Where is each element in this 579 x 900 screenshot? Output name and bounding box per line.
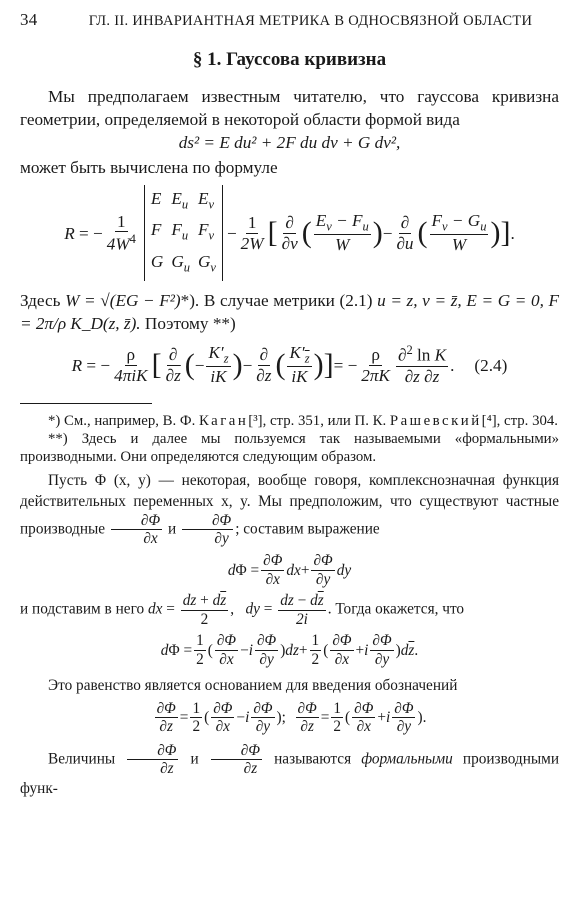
paragraph-quantities: Величины $\frac{\partial\Phi}{\partial z}$ и $\frac{\partial\Phi}{\partial\overline{z}}$ называются формальными производными функ- (20, 741, 560, 797)
equation-formal-derivatives: ∂Φ ∂z = 1 2 ( ∂Φ ∂x − i ∂Φ ∂y ); ∂Φ $\partial\overline{z}$ = 1 2 ( ∂Φ ∂x + i ∂Φ ∂y ). (156, 699, 427, 736)
metric-formula: ds² = E du² + 2F du dv + G dv², (178, 133, 401, 152)
formula-case: u = z, v = z̄, E = G = 0, F = 2π/ρ K_D(z, z̄). (20, 291, 560, 334)
equation-dPhi: d Φ = ∂Φ ∂x dx + ∂Φ ∂y dy (227, 552, 352, 588)
equation-dPhi-complex: d Φ = 1 2 ( ∂Φ ∂x − i ∂Φ ∂y ) dz + 1 2 ( ∂Φ ∂x + i ∂Φ ∂y ) $d\overline{z}$ . (160, 632, 419, 668)
page-number: 34 (20, 10, 38, 29)
formula-W: W = √(EG − F²) (65, 291, 181, 311)
paragraph-notation: Это равенство является основанием для введения обозначений (48, 676, 458, 694)
equation-number: (2.4) (474, 355, 508, 375)
section-title: § 1. Гауссова кривизна (192, 49, 387, 70)
paragraph-here: Здесь W = √(EG − F²)*). В случае метрики (2.1) u = z, v = z̄, E = G = 0, F = 2π/ρ K_D(z, z̄). Поэтому **) (20, 291, 560, 334)
equation-curvature-R: R = − 1 $4W^4$ E $E_u$ $E_v$ F $F_u$ $F_v$ G $G_u$ $G_v$ − 1 2W [ ∂ ∂v ( $E_v - F_u$ W ) − ∂ ∂u ( $F_v - G_u$ W ) ] . (20, 185, 559, 281)
equation-metric (20, 131, 559, 154)
equation-2-4: R = − ρ 4πiK [ ∂ $\partial\overline{z}$ ( − $K'_z$ iK ) − ∂ ∂z ( $K'_{\overline{z}}$ iK ) ] = − ρ 2πK ∂$^2$ ln K ∂z $\partial\overline{z}$ . (2.4) (71, 343, 508, 387)
footnote-rule (20, 403, 152, 404)
paragraph-intro: Мы предполагаем известным читателю, что гауссова кривизна геометрии, определяемой в некоторой области формой вида (20, 87, 559, 129)
footnote-1: *) См., например, В. Ф. Каган[³], стр. 351, или П. К. Рашевский[⁴], стр. 304. (48, 412, 558, 429)
paragraph-formula-lead: может быть вычислена по формуле (20, 158, 278, 177)
paragraph-let: Пусть Φ (x, y) — некоторая, вообще говоря, комплекснозначная функция действительных переменных x, y. Мы предположим, что существуют частные производные $\frac{\partial\Phi}{\partial x}$ и $\frac{\partial\Phi}{\partial y}$ ; составим выражение (20, 471, 559, 548)
page-header (20, 10, 559, 30)
running-title: ГЛ. II. ИНВАРИАНТНАЯ МЕТРИКА В ОДНОСВЯЗНОЙ ОБЛАСТИ (88, 13, 533, 29)
determinant: E $E_u$ $E_v$ F $F_u$ $F_v$ G $G_u$ $G_v$ (144, 185, 223, 281)
paragraph-substitute: и подставим в него dx = $\frac{dz + d\overline{z}}{2}$ , dy = $\frac{dz - d\overline{z}}{2i}$ . Тогда окажется, что (20, 592, 465, 628)
footnote-2: **) Здесь и далее мы пользуемся так называемыми «формальными» производными. Они определяются следующим образом. (20, 430, 559, 465)
